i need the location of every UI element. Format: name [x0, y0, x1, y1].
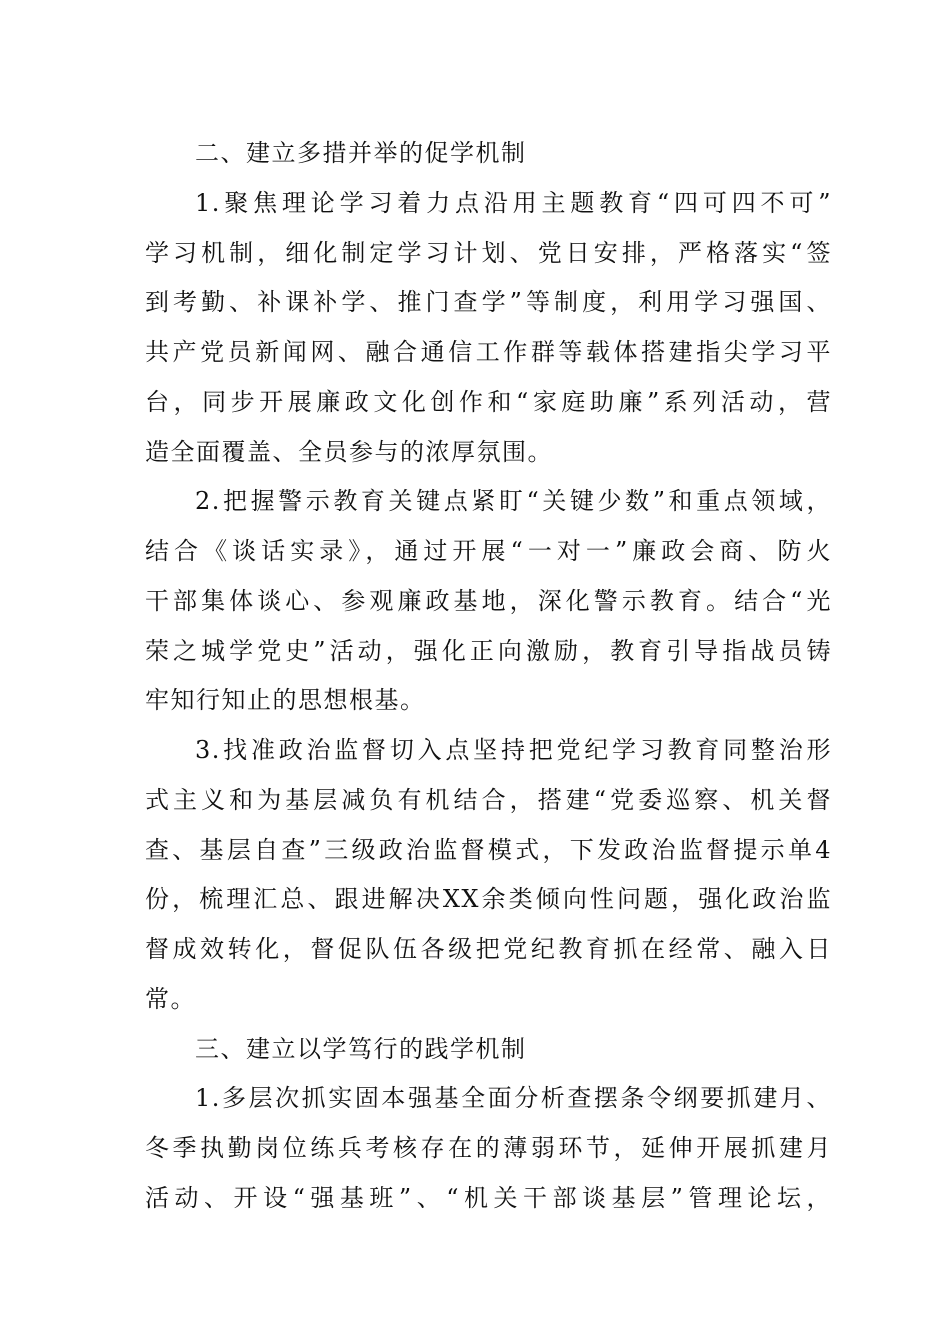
paragraph-line: 常。	[145, 984, 196, 1013]
paragraph-line: 台，同步开展廉政文化创作和“家庭助廉”系列活动，营	[145, 387, 832, 416]
paragraph-line: 共产党员新闻网、融合通信工作群等载体搭建指尖学习平	[145, 338, 832, 366]
paragraph-line: 学习机制，细化制定学习计划、党日安排，严格落实“签	[145, 238, 832, 267]
paragraph-line: 到考勤、补课补学、推门查学”等制度，利用学习强国、	[145, 288, 832, 317]
paragraph-line: 活动、开设“强基班”、“机关干部谈基层”管理论坛，	[145, 1183, 832, 1212]
paragraph-line: 冬季执勤岗位练兵考核存在的薄弱环节，延伸开展抓建月	[145, 1134, 832, 1162]
paragraph-line: 1.聚焦理论学习着力点沿用主题教育“四可四不可”	[195, 188, 832, 217]
paragraph-line: 式主义和为基层减负有机结合，搭建“党委巡察、机关督	[145, 785, 832, 814]
paragraph-line: 干部集体谈心、参观廉政基地，深化警示教育。结合“光	[145, 586, 832, 615]
paragraph-line: 3.找准政治监督切入点坚持把党纪学习教育同整治形	[195, 736, 832, 764]
section-heading: 三、建立以学笃行的践学机制	[195, 1034, 527, 1063]
paragraph-line: 荣之城学党史”活动，强化正向激励，教育引导指战员铸	[145, 636, 832, 665]
paragraph-line: 份，梳理汇总、跟进解决XX余类倾向性问题，强化政治监	[145, 885, 832, 914]
paragraph-line: 造全面覆盖、全员参与的浓厚氛围。	[145, 437, 553, 466]
paragraph-line: 1.多层次抓实固本强基全面分析查摆条令纲要抓建月、	[195, 1084, 832, 1113]
paragraph-line: 查、基层自查”三级政治监督模式，下发政治监督提示单4	[145, 835, 832, 864]
paragraph-line: 结合《谈话实录》，通过开展“一对一”廉政会商、防火	[145, 537, 832, 565]
section-heading: 二、建立多措并举的促学机制	[195, 139, 527, 167]
paragraph-line: 2.把握警示教育关键点紧盯“关键少数”和重点领域，	[195, 487, 832, 516]
paragraph-line: 督成效转化，督促队伍各级把党纪教育抓在经常、融入日	[145, 935, 832, 963]
paragraph-line: 牢知行知止的思想根基。	[145, 686, 426, 715]
